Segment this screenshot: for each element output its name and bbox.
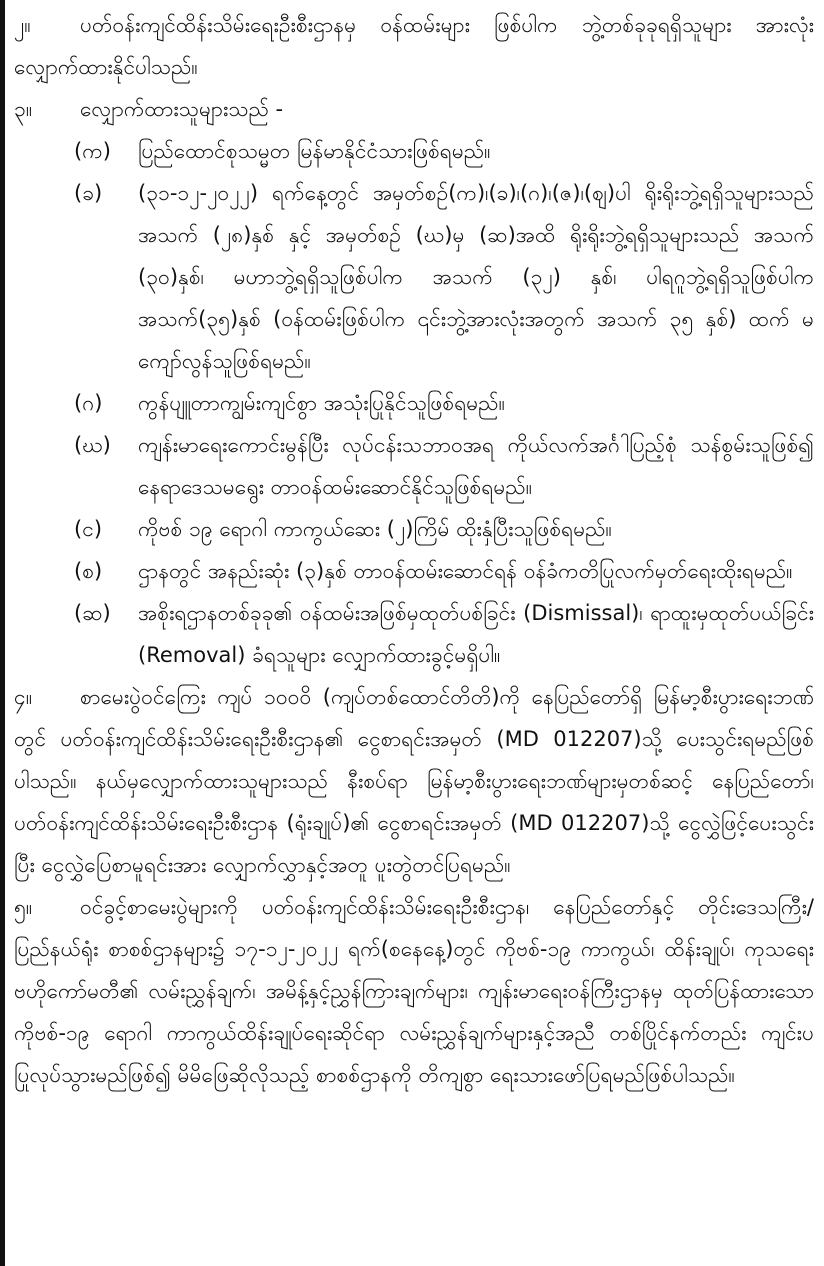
paragraph-number: ၂။ bbox=[14, 13, 31, 37]
requirement-item-nga bbox=[14, 508, 814, 550]
paragraph-text: စာမေးပွဲဝင်ကြေး ကျပ် ၁၀၀၀ိ (ကျပ်တစ်ထောင်တိတိ)ကို နေပြည်တော်ရှိ မြန်မာ့စီးပွားရေးဘဏ်တွင် ပတ်ဝန်းကျင်ထိန်းသိမ်းရေးဦးစီးဌာန၏ ငွေစာရင်းအမှတ် (MD 012207)သို့ ပေးသွင်းရမည်ဖြစ်ပါသည်။ နယ်မှလျှောက်ထားသူများသည် နီးစပ်ရာ မြန်မာ့စီးပွားရေးဘဏ်များမှတစ်ဆင့် နေပြည်တော်၊ ပတ်ဝန်းကျင်ထိန်းသိမ်းရေးဦးစီးဌာန (ရုံးချုပ်)၏ ငွေစာရင်းအမှတ် (MD 012207)သို့ ငွေလွှဲဖြင့်ပေးသွင်းပြီး ငွေလွှဲပြေစာမူရင်းအား လျှောက်လွှာနှင့်အတူ ပူးတွဲတင်ပြရမည်။ bbox=[14, 685, 814, 877]
requirement-text: ကိုဗစ် ၁၉ ရောဂါ ကာကွယ်ဆေး (၂)ကြိမ် ထိုးနှံပြီးသူဖြစ်ရမည်။ bbox=[138, 517, 612, 541]
requirement-text: ကွန်ပျူတာကျွမ်းကျင်စွာ အသုံးပြုနိုင်သူဖြစ်ရမည်။ bbox=[138, 391, 505, 415]
paragraph-number: ၃။ bbox=[14, 97, 33, 121]
requirement-label: (စ) bbox=[74, 559, 103, 583]
requirement-text: ကျန်းမာရေးကောင်းမွန်ပြီး လုပ်ငန်းသဘာဝအရ ကိုယ်လက်အင်္ဂါပြည့်စုံ သန်စွမ်းသူဖြစ်၍ နေရာဒေသမရွေး တာဝန်ထမ်းဆောင်နိုင်သူဖြစ်ရမည်။ bbox=[138, 433, 814, 499]
requirement-item-ga bbox=[14, 382, 814, 424]
requirement-item-gha bbox=[14, 424, 814, 508]
requirement-label: (ခ) bbox=[74, 181, 103, 205]
requirement-text: ဌာနတွင် အနည်းဆုံး (၃)နှစ် တာဝန်ထမ်းဆောင်ရန် ဝန်ခံကတိပြုလက်မှတ်ရေးထိုးရမည်။ bbox=[138, 559, 793, 583]
paragraph-3 bbox=[14, 88, 814, 130]
requirement-item-sa bbox=[14, 550, 814, 592]
paragraph-number: ၄။ bbox=[14, 685, 33, 709]
requirement-label: (ဂ) bbox=[74, 391, 103, 415]
requirement-item-hsa bbox=[14, 592, 814, 676]
requirement-label: (င) bbox=[74, 517, 103, 541]
paragraph-text: လျှောက်ထားသူများသည် - bbox=[80, 97, 284, 121]
paragraph-text: ပတ်ဝန်းကျင်ထိန်းသိမ်းရေးဦးစီးဌာနမှ ဝန်ထမ်းများ ဖြစ်ပါက ဘွဲ့တစ်ခုခုရရှိသူများ အားလုံး လျှောက်ထားနိုင်ပါသည်။ bbox=[14, 13, 814, 79]
requirement-text: (၃၁-၁၂-၂၀၂၂) ရက်နေ့တွင် အမှတ်စဉ်(က)၊(ခ)၊(ဂ)၊(ဇ)၊(ဈ)ပါ ရိုးရိုးဘွဲ့ရရှိသူများသည် အသက် (၂၈)နှစ် နှင့် အမှတ်စဉ် (ဃ)မှ (ဆ)အထိ ရိုးရိုးဘွဲ့ရရှိသူများသည် အသက် (၃၀)နှစ်၊ မဟာဘွဲ့ရရှိသူဖြစ်ပါက အသက် (၃၂) နှစ်၊ ပါရဂူဘွဲ့ရရှိသူဖြစ်ပါက အသက်(၃၅)နှစ် (ဝန်ထမ်းဖြစ်ပါက ၎င်းဘွဲ့အားလုံးအတွက် အသက် ၃၅ နှစ်) ထက် မကျော်လွန်သူဖြစ်ရမည်။ bbox=[138, 181, 814, 373]
document-page bbox=[14, 4, 814, 1262]
paragraph-2 bbox=[14, 4, 814, 88]
requirement-text: ပြည်ထောင်စုသမ္မတ မြန်မာနိုင်ငံသားဖြစ်ရမည်။ bbox=[138, 139, 491, 163]
requirement-label: (ဆ) bbox=[74, 601, 111, 625]
requirement-item-kha bbox=[14, 172, 814, 382]
requirement-item-ka bbox=[14, 130, 814, 172]
paragraph-text: ဝင်ခွင့်စာမေးပွဲများကို ပတ်ဝန်းကျင်ထိန်းသိမ်းရေးဦးစီးဌာန၊ နေပြည်တော်နှင့် တိုင်းဒေသကြီး/ပြည်နယ်ရုံး စာစစ်ဌာနများ၌ ၁၇-၁၂-၂၀၂၂ ရက်(စနေနေ့)တွင် ကိုဗစ်-၁၉ ကာကွယ်၊ ထိန်းချုပ်၊ ကုသရေး ဗဟိုကော်မတီ၏ လမ်းညွှန်ချက်၊ အမိန့်နှင့်ညွှန်ကြားချက်များ၊ ကျန်းမာရေးဝန်ကြီးဌာနမှ ထုတ်ပြန်ထားသော ကိုဗစ်-၁၉ ရောဂါ ကာကွယ်ထိန်းချုပ်ရေးဆိုင်ရာ လမ်းညွှန်ချက်များနှင့်အညီ တစ်ပြိုင်နက်တည်း ကျင်းပပြုလုပ်သွားမည်ဖြစ်၍ မိမိဖြေဆိုလိုသည့် စာစစ်ဌာနကို တိကျစွာ ရေးသားဖော်ပြရမည်ဖြစ်ပါသည်။ bbox=[14, 895, 814, 1087]
requirement-label: (ဃ) bbox=[74, 433, 111, 457]
requirements-list bbox=[14, 130, 814, 676]
paragraph-4 bbox=[14, 676, 814, 886]
paragraph-number: ၅။ bbox=[14, 895, 33, 919]
left-border-line bbox=[0, 0, 5, 1266]
paragraph-5 bbox=[14, 886, 814, 1096]
requirement-text: အစိုးရဌာနတစ်ခုခု၏ ဝန်ထမ်းအဖြစ်မှထုတ်ပစ်ခြင်း (Dismissal)၊ ရာထူးမှထုတ်ပယ်ခြင်း (Removal) ခံရသူများ လျှောက်ထားခွင့်မရှိပါ။ bbox=[138, 601, 814, 667]
requirement-label: (က) bbox=[74, 139, 111, 163]
